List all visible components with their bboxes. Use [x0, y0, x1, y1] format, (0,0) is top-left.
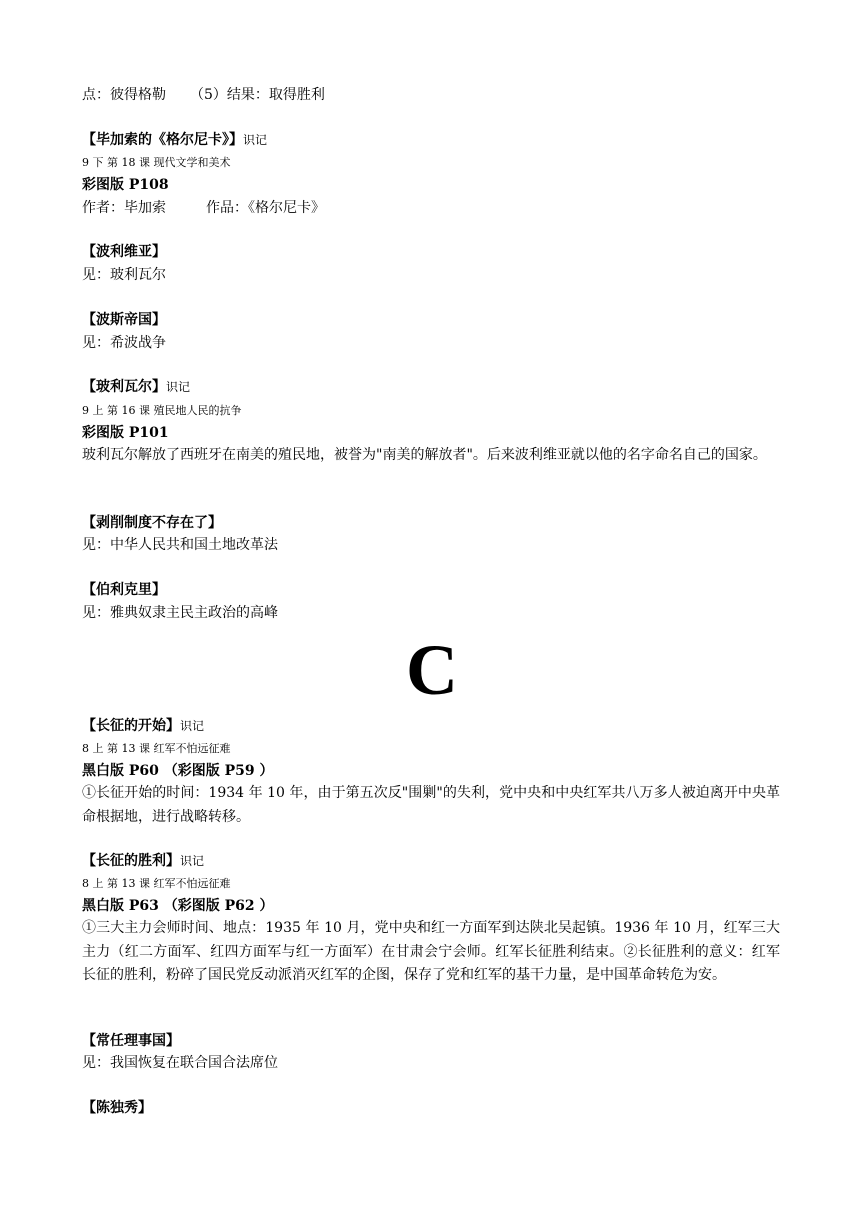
entry-meta: 9 上 第 16 课 殖民地人民的抗争 — [82, 404, 242, 417]
entry-persia-body: 见：希波战争 — [82, 335, 166, 351]
entry-exploitation-title: 【剥削制度不存在了】 — [82, 515, 222, 531]
entry-note: 识记 — [243, 133, 268, 147]
entry-body-part1: 作者：毕加索 — [82, 200, 166, 216]
entry-persia-title: 【波斯帝国】 — [82, 312, 166, 328]
entry-bolivar-heading — [82, 377, 190, 397]
top-line-part2: （5）结果：取得胜利 — [190, 87, 325, 103]
section-letter: C — [406, 630, 458, 710]
entry-edition: 彩图版 P108 — [82, 177, 169, 193]
entry-bolivia-title: 【波利维亚】 — [82, 244, 166, 260]
entry-bolivia-body: 见：玻利瓦尔 — [82, 267, 166, 283]
entry-title: 【长征的胜利】 — [82, 853, 180, 869]
entry-edition: 黑白版 P60 （彩图版 P59 ） — [82, 763, 274, 779]
entry-note: 识记 — [180, 719, 205, 733]
entry-chen-duxiu-title: 【陈独秀】 — [82, 1100, 152, 1116]
entry-exploitation-body: 见：中华人民共和国土地改革法 — [82, 537, 278, 553]
entry-title: 【玻利瓦尔】 — [82, 379, 166, 395]
entry-meta: 8 上 第 13 课 红军不怕远征难 — [82, 877, 231, 890]
entry-body-part2: 作品：《格尔尼卡》 — [206, 200, 325, 216]
entry-march-victory-heading — [82, 851, 204, 871]
entry-note: 识记 — [166, 380, 191, 394]
entry-meta: 9 下 第 18 课 现代文学和美术 — [82, 156, 231, 169]
top-line — [82, 85, 325, 105]
entry-edition: 黑白版 P63 （彩图版 P62 ） — [82, 898, 274, 914]
entry-edition: 彩图版 P101 — [82, 425, 169, 441]
entry-title: 【长征的开始】 — [82, 718, 180, 734]
entry-march-start-body: ①长征开始的时间：1934 年 10 年，由于第五次反"围剿"的失利，党中央和中央红军共八万多人被迫离开中央革命根据地，进行战略转移。 — [82, 785, 780, 825]
entry-meta: 8 上 第 13 课 红军不怕远征难 — [82, 742, 231, 755]
entry-pericles-title: 【伯利克里】 — [82, 582, 166, 598]
entry-title: 【毕加索的《格尔尼卡》】 — [82, 132, 243, 148]
entry-permanent-member-body: 见：我国恢复在联合国合法席位 — [82, 1055, 278, 1071]
entry-march-start-heading — [82, 716, 204, 736]
entry-body — [82, 198, 325, 218]
entry-march-victory-body: ①三大主力会师时间、地点：1935 年 10 月，党中央和红一方面军到达陕北吴起镇。1936 年 10 月，红军三大主力（红二方面军、红四方面军与红一方面军）在甘肃会宁会师。红军长征胜利结束。②长征胜利的意义：红军长征的胜利，粉碎了国民党反动派消灭红军的企图，保存了党和红军的基干力量，是中国革命转危为安。 — [82, 920, 780, 983]
top-line-part1: 点：彼得格勒 — [82, 87, 166, 103]
entry-bolivar-body: 玻利瓦尔解放了西班牙在南美的殖民地，被誉为"南美的解放者"。后来波利维亚就以他的名字命名自己的国家。 — [82, 447, 767, 463]
entry-pericles-body: 见：雅典奴隶主民主政治的高峰 — [82, 605, 278, 621]
entry-guernica-heading — [82, 130, 267, 150]
entry-permanent-member-title: 【常任理事国】 — [82, 1033, 180, 1049]
entry-note: 识记 — [180, 854, 205, 868]
